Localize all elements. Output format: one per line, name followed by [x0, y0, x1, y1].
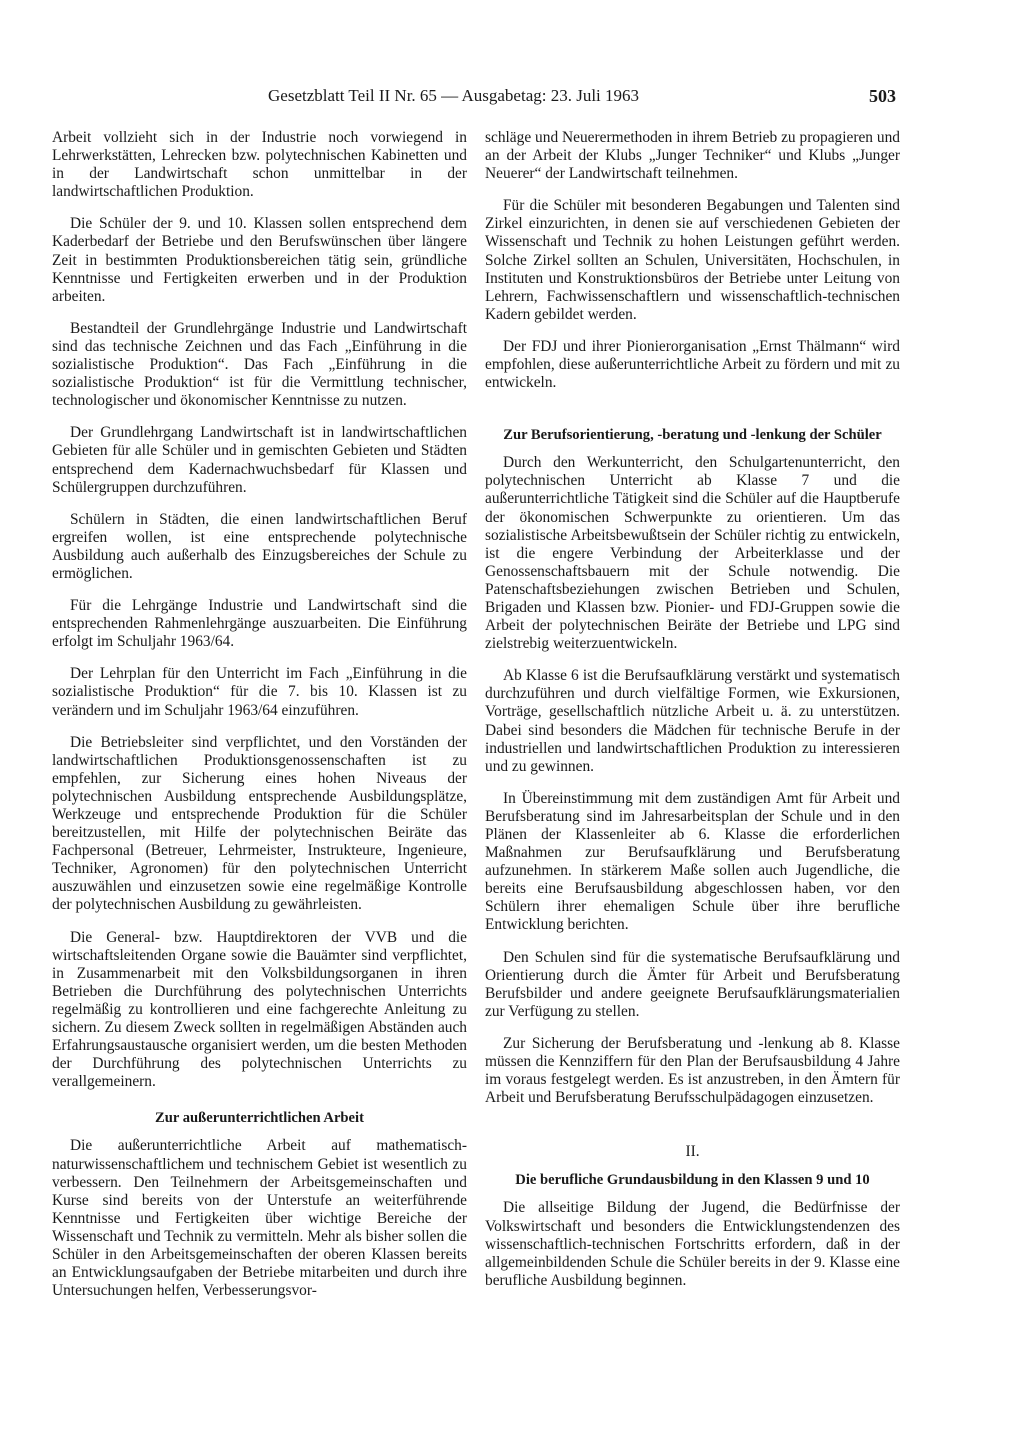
- right-column: [485, 129, 900, 1304]
- paragraph: Durch den Werkunterricht, den Schulgartenunterricht, den polytechnischen Unterricht ab Klasse 7 und die außerunterrichtliche Tätigkeit sind die Schüler auf die Hauptberufe der ökonomischen Schwerpunkte zu orientieren. Um das sozialistische Arbeitsbewußtsein der Schüler richtig zu entwickeln, ist die engere Verbindung der Arbeiterklasse und der Genossenschaftsbauern mit der Schule notwendig. Die Patenschaftsbeziehungen zwischen Betrieben und Schulen, Brigaden und Klassen bzw. Pionier- und FDJ-Gruppen sowie die Arbeit der polytechnischen Beiräte der Betriebe und LPG sind zielstrebig weiterzuentwickeln.: [485, 454, 900, 653]
- section-number: II.: [685, 1143, 700, 1161]
- paragraph: In Übereinstimmung mit dem zuständigen Amt für Arbeit und Berufsberatung sind im Jahresarbeitsplan der Schule und in den Plänen der Klassenleiter ab 6. Klasse die erforderlichen Maßnahmen zur Berufsaufklärung und Berufsberatung aufzunehmen. In stärkerem Maße sollen auch Jugendliche, die bereits eine Berufsausbildung abgeschlossen haben, vor den Schülern ihrer ehemaligen Schule über ihre berufliche Entwicklung berichten.: [485, 789, 900, 934]
- page-number: 503: [869, 86, 896, 106]
- paragraph: Für die Schüler mit besonderen Begabungen und Talenten sind Zirkel einzurichten, in denen sie auf verschiedenen Gebieten der Wissenschaft und Technik zu hohen Leistungen geführt werden. Solche Zirkel sollten an Schulen, Universitäten, Hochschulen, in Instituten und Konstruktionsbüros der Betriebe unter Leitung von Lehrern, Fachwissenschaftlern und wissenschaftlich-technischen Kadern gebildet werden.: [485, 197, 900, 323]
- paragraph: Die außerunterrichtliche Arbeit auf mathematisch-naturwissenschaftlichem und technischem Gebiet ist wesentlich zu verbessern. Den Teilnehmern der Arbeitsgemeinschaften und Kurse sind bereits von der Unterstufe an weiterführende Kenntnisse und Fertigkeiten über wichtige Bereiche der Wissenschaft und Technik zu vermitteln. Mehr als bisher sollen die Schüler in den Arbeitsgemeinschaften der oberen Klassen bereits an Entwicklungsaufgaben der Betriebe mitarbeiten und durch ihre Untersuchungen helfen, Verbesserungsvor-: [52, 1137, 467, 1300]
- paragraph: Der FDJ und ihrer Pionierorganisation „Ernst Thälmann“ wird empfohlen, diese außerunterrichtliche Arbeit zu fördern und mit zu entwickeln.: [485, 337, 900, 392]
- paragraph: Die Schüler der 9. und 10. Klassen sollen entsprechend dem Kaderbedarf der Betriebe und den Berufswünschen über längere Zeit in bestimmten Produktionsbereichen tätig sein, gründliche Kenntnisse und Fertigkeiten erwerben und in der Produktion arbeiten.: [52, 215, 467, 305]
- paragraph: Der Grundlehrgang Landwirtschaft ist in landwirtschaftlichen Gebieten für alle Schüler und in gemischten Gebieten und Städten entsprechend dem Kadernachwuchsbedarf für Klassen und Schülergruppen durchzuführen.: [52, 424, 467, 496]
- paragraph: Der Lehrplan für den Unterricht im Fach „Einführung in die sozialistische Produktion“ für die 7. bis 10. Klassen ist zu verändern und im Schuljahr 1963/64 einzuführen.: [52, 665, 467, 719]
- paragraph: Zur Sicherung der Berufsberatung und -lenkung ab 8. Klasse müssen die Kennziffern für den Plan der Berufsausbildung 4 Jahre im voraus festgelegt werden. Es ist anzustreben, in den Ämtern für Arbeit und Berufsberatung Berufsschulpädagogen einzusetzen.: [485, 1034, 900, 1107]
- gazette-title: Gesetzblatt Teil II Nr. 65 — Ausgabetag: 23. Juli 1963: [268, 86, 640, 105]
- paragraph: Die General- bzw. Hauptdirektoren der VVB und die wirtschaftsleitenden Organe sowie die Bauämter sind verpflichtet, in Zusammenarbeit mit den Volksbildungsorganen in ihren Betrieben die Durchführung des polytechnischen Unterrichts regelmäßig zu kontrollieren und eine fachgerechte Anleitung zu sichern. Zu diesem Zweck sollten in regelmäßigen Abständen auch Erfahrungsaustausche organisiert werden, um die besten Methoden der Durchführung des polytechnischen Unterrichts zu verallgemeinern.: [52, 928, 467, 1091]
- paragraph: schläge und Neuerermethoden in ihrem Betrieb zu propagieren und an der Arbeit der Klubs „Junger Techniker“ und Klubs „Junger Neuerer“ der Landwirtschaft teilnehmen.: [485, 129, 900, 183]
- paragraph: Bestandteil der Grundlehrgänge Industrie und Landwirtschaft sind das technische Zeichnen und das Fach „Einführung in die sozialistische Produktion“. Das Fach „Einführung in die sozialistische Produktion“ ist für die Vermittlung technischer, technologischer und ökonomischer Kenntnisse zu nutzen.: [52, 319, 467, 410]
- section-heading: Zur außerunterrichtlichen Arbeit: [155, 1110, 364, 1127]
- left-column: [52, 129, 467, 1314]
- paragraph: Die Betriebsleiter sind verpflichtet, und den Vorständen der landwirtschaftlichen Produktionsgenossenschaften ist zu empfehlen, zur Sicherung eines hohen Niveaus der polytechnischen Ausbildung entsprechende Ausbildungsplätze, Werkzeuge und entsprechende Produktion für die Schüler bereitzustellen, mit Hilfe der polytechnischen Beiräte das Fachpersonal (Betreuer, Lehrmeister, Instrukteure, Ingenieure, Techniker, Agronomen) für den polytechnischen Unterricht auszuwählen und einzusetzen sowie eine regelmäßige Kontrolle der polytechnischen Ausbildung zu gewährleisten.: [52, 733, 467, 914]
- paragraph: Die allseitige Bildung der Jugend, die Bedürfnisse der Volkswirtschaft und besonders die Entwicklungstendenzen des wissenschaftlich-technischen Fortschritts erfordern, daß in der allgemeinbildenden Schule die Schüler bereits in der 9. Klasse eine berufliche Ausbildung beginnen.: [485, 1199, 900, 1289]
- paragraph: Arbeit vollzieht sich in der Industrie noch vorwiegend in Lehrwerkstätten, Lehrecken bzw. polytechnischen Kabinetten und in der Landwirtschaft schon unmittelbar in der landwirtschaftlichen Produktion.: [52, 129, 467, 201]
- section-heading: Zur Berufsorientierung, -beratung und -lenkung der Schüler: [503, 427, 882, 444]
- paragraph: Ab Klasse 6 ist die Berufsaufklärung verstärkt und systematisch durchzuführen und durch vielfältige Formen, wie Exkursionen, Vorträge, gesellschaftlich nützliche Arbeit u. ä. zu unterstützen. Dabei sind besonders die Mädchen für technische Berufe in der industriellen und landwirtschaftlichen Produktion zu interessieren und zu gewinnen.: [485, 667, 900, 775]
- paragraph: Schülern in Städten, die einen landwirtschaftlichen Beruf ergreifen wollen, ist eine entsprechende polytechnische Ausbildung auch außerhalb des Einzugsbereiches der Schule zu ermöglichen.: [52, 510, 467, 582]
- page-header: [268, 86, 896, 114]
- paragraph: Den Schulen sind für die systematische Berufsaufklärung und Orientierung durch die Ämter für Arbeit und Berufsberatung Berufsbilder und andere geeignete Berufsaufklärungsmaterialien zur Verfügung zu stellen.: [485, 948, 900, 1020]
- section-heading: Die berufliche Grundausbildung in den Klassen 9 und 10: [515, 1172, 870, 1189]
- paragraph: Für die Lehrgänge Industrie und Landwirtschaft sind die entsprechenden Rahmenlehrgänge auszuarbeiten. Die Einführung erfolgt im Schuljahr 1963/64.: [52, 597, 467, 651]
